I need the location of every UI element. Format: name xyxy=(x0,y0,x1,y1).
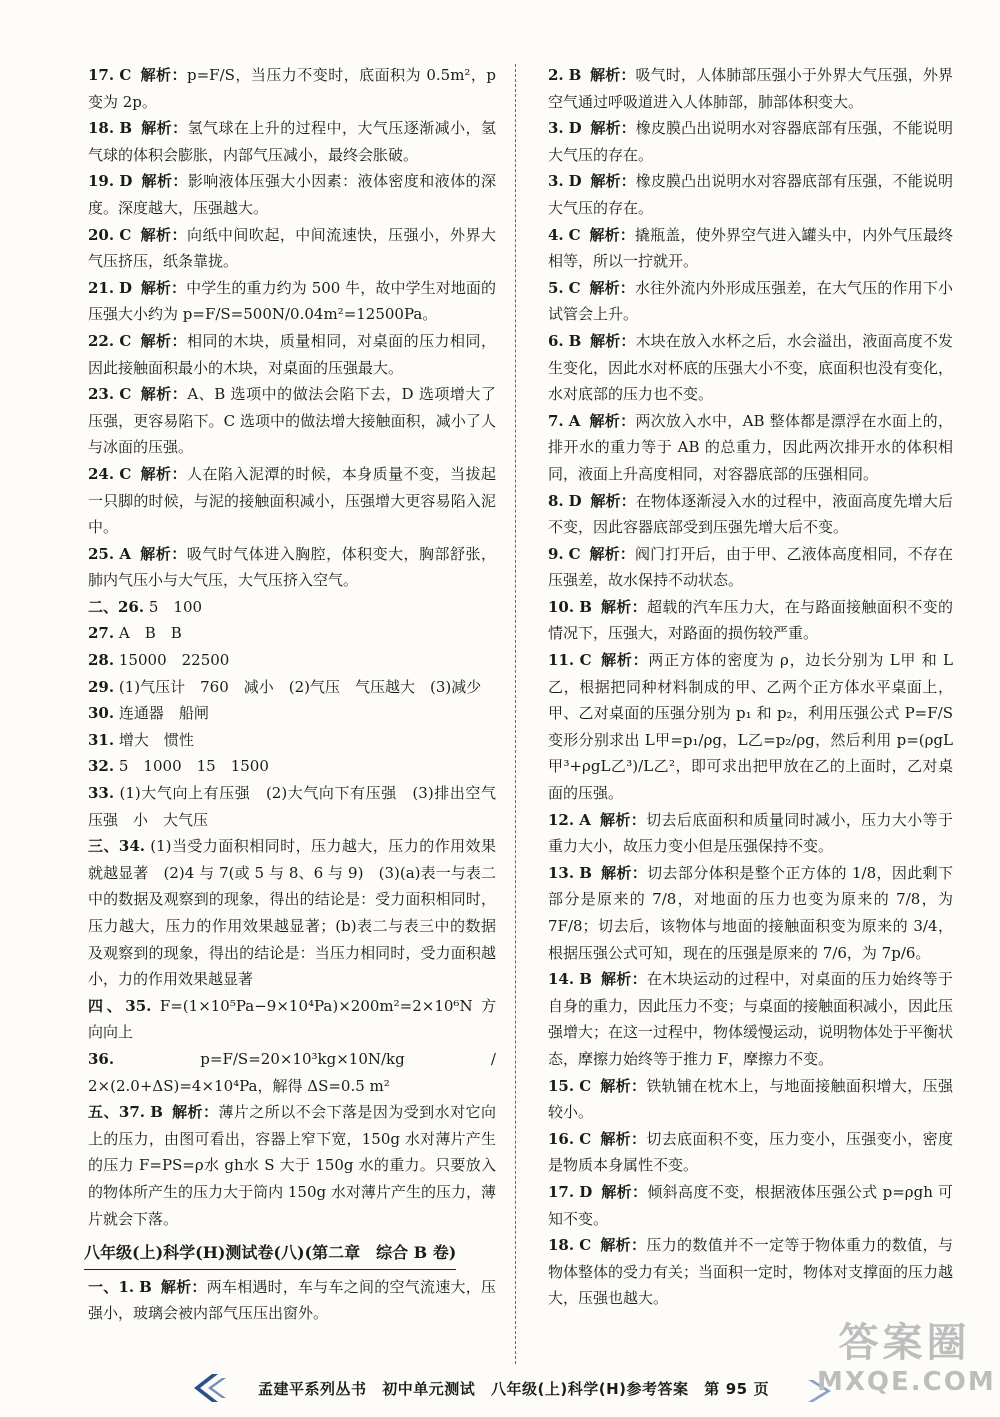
question-number: 33. xyxy=(88,784,115,803)
question-number: 三、34. xyxy=(88,837,146,856)
question-number: 4. xyxy=(548,225,564,244)
question-number: 9. xyxy=(548,544,564,563)
answer-entry xyxy=(88,62,496,115)
question-number: 24. xyxy=(88,464,115,483)
answer-entry xyxy=(88,753,496,780)
answer-entry xyxy=(548,328,953,408)
answer-choice: D xyxy=(579,1182,593,1201)
answer-choice: C xyxy=(568,278,581,297)
analysis-label: 解析： xyxy=(140,385,188,404)
answer-choice: B xyxy=(150,1103,163,1122)
question-number: 20. xyxy=(88,225,115,244)
question-number: 7. xyxy=(548,411,564,430)
question-number: 一、1. xyxy=(88,1277,135,1296)
answer-entry xyxy=(88,381,496,461)
answer-entry xyxy=(88,833,496,993)
section-title: 八年级(上)科学(H)测试卷(八)(第二章 综合 B 卷) xyxy=(84,1240,456,1270)
question-number: 15. xyxy=(548,1076,575,1095)
question-number: 16. xyxy=(548,1129,575,1148)
answer-entry xyxy=(88,647,496,674)
answer-entry xyxy=(88,594,496,621)
analysis-label: 解析： xyxy=(141,119,188,138)
answer-choice: C xyxy=(119,464,132,483)
answer-text: (1)大气向上有压强 (2)大气向下有压强 (3)排出空气 压强 小 大气压 xyxy=(88,784,512,829)
answer-entry xyxy=(548,541,953,594)
answer-entry xyxy=(88,1274,496,1327)
answer-text: 氢气球在上升的过程中，大气压逐渐减小，氢气球的体积会膨胀，内部气压减小，最终会胀破。 xyxy=(88,119,496,164)
answer-text: 阀门打开后，由于甲、乙液体高度相同，不存在压强差，故水保持不动状态。 xyxy=(548,544,953,590)
answer-choice: C xyxy=(579,1236,592,1255)
answer-text: A B B xyxy=(118,624,182,643)
answer-text: 人在陷入泥潭的时候，本身质量不变，当拔起一只脚的时候，与泥的接触面积减小，压强增大更容易陷入泥中。 xyxy=(88,464,496,537)
analysis-label: 解析： xyxy=(600,970,647,989)
footer-subject: 八年级(上)科学(H)参考答案 xyxy=(491,1380,689,1398)
answer-choice: A xyxy=(568,411,581,430)
analysis-label: 解析： xyxy=(590,491,636,510)
answer-choice: B xyxy=(579,597,592,616)
answer-choice: C xyxy=(579,651,592,670)
answer-choice: D xyxy=(568,491,582,510)
answer-choice: D xyxy=(568,119,582,138)
answer-text: (1)当受力面积相同时，压力越大，压力的作用效果就越显著 (2)4 与 7(或 5 与 8、6 与 9) (3)(a)表一与表二中的数据及观察到的现象，得出的结论是：受力面积相同时，压力越大，压力的作用效果越显著；(b)表二与表三中的数据及观察到的现象，得出的结论是：当压力相同时，受力面积越小，力的作用效果越显著 xyxy=(88,837,497,989)
answer-entry xyxy=(88,620,496,647)
analysis-label: 解析： xyxy=(600,1076,647,1095)
answer-entry xyxy=(548,860,953,966)
analysis-label: 解析： xyxy=(140,225,187,244)
answer-entry xyxy=(548,594,953,647)
answer-text: 影响液体压强大小因素：液体密度和液体的深度。深度越大，压强越大。 xyxy=(88,172,496,217)
question-number: 11. xyxy=(548,651,575,670)
answer-text: (1)气压计 760 减小 (2)气压 气压越大 (3)减少 xyxy=(118,677,482,696)
answer-choice: B xyxy=(579,970,592,989)
question-number: 18. xyxy=(88,119,115,138)
answer-text: 切去底面积不变，压力变小，压强变小，密度是物质本身属性不变。 xyxy=(548,1129,953,1175)
question-number: 13. xyxy=(548,863,575,882)
question-number: 五、37. xyxy=(88,1103,145,1122)
answer-text: 铁轨铺在枕木上，与地面接触面积增大，压强较小。 xyxy=(548,1076,953,1122)
answer-text: 水往外流内外形成压强差，在大气压的作用下小试管会上升。 xyxy=(548,278,953,324)
right-column xyxy=(548,62,953,1312)
answer-text: 吸气时气体进入胸腔，体积变大，胸部舒张，肺内气压小与大气压，大气压挤入空气。 xyxy=(88,544,496,590)
answer-entry xyxy=(88,222,496,275)
question-number: 10. xyxy=(548,597,575,616)
answer-choice: A xyxy=(579,810,591,829)
answer-entry xyxy=(548,408,953,488)
answer-entry xyxy=(548,62,953,115)
question-number: 8. xyxy=(548,491,564,510)
question-number: 12. xyxy=(548,810,575,829)
analysis-label: 解析： xyxy=(141,172,188,191)
answer-entry xyxy=(88,168,496,221)
answer-entry xyxy=(548,168,953,221)
question-number: 30. xyxy=(88,704,115,723)
analysis-label: 解析： xyxy=(140,278,187,297)
answer-entry xyxy=(548,1126,953,1179)
question-number: 19. xyxy=(88,172,115,191)
answer-text: 橡皮膜凸出说明水对容器底部有压强，不能说明大气压的存在。 xyxy=(548,119,953,164)
question-number: 22. xyxy=(88,331,115,350)
analysis-label: 解析： xyxy=(589,544,635,563)
answer-choice: B xyxy=(139,1277,152,1296)
answer-choice: D xyxy=(568,172,582,191)
analysis-label: 解析： xyxy=(600,597,647,616)
answer-text: 切去后底面积和质量同时减小，压力大小等于重力大小，故压力变小但是压强保持不变。 xyxy=(548,810,953,856)
answer-choice: C xyxy=(579,1129,592,1148)
answer-text: 超载的汽车压力大，在与路面接触面积不变的情况下，压强大，对路面的损伤较严重。 xyxy=(548,597,953,643)
question-number: 29. xyxy=(88,677,115,696)
answer-text: 两正方体的密度为 ρ，边长分别为 L甲 和 L乙，根据把同种材料制成的甲、乙两个正方体水平桌面上，甲、乙对桌面的压强分别为 p₁ 和 p₂，利用压强公式 P=F/S 变形分别求出 L甲=p₁/ρg，L乙=p₂/ρg，然后利用 p=(ρgL甲³+ρgL乙³)/L乙²，即可求出把甲放在乙的上面时，乙对桌面的压强。 xyxy=(548,651,953,803)
question-number: 31. xyxy=(88,730,115,749)
analysis-label: 解析： xyxy=(589,411,636,430)
answer-text: 切去部分体积是整个正方体的 1/8，因此剩下部分是原来的 7/8，对地面的压力也变为原来的 7/8，为 7F/8；切去后，该物体与地面的接触面积变为原来的 3/4，根据压强公式可知，现在的压强是原来的 7/6，为 7p/6。 xyxy=(548,863,953,962)
question-number: 23. xyxy=(88,385,115,404)
answer-text: 压力的数值并不一定等于物体重力的数值，与物体整体的受力有关；当面积一定时，物体对支撑面的压力越大，压强也越大。 xyxy=(548,1236,954,1308)
question-number: 28. xyxy=(88,651,115,670)
answer-entry xyxy=(88,541,496,594)
question-number: 18. xyxy=(548,1236,575,1255)
answer-entry xyxy=(548,807,953,860)
question-number: 2. xyxy=(548,66,564,84)
answer-text: 倾斜高度不变，根据液体压强公式 p=ρgh 可知不变。 xyxy=(548,1182,953,1228)
question-number: 二、26. xyxy=(88,597,145,616)
answer-text: 连通器 船闸 xyxy=(118,704,209,723)
footer-text xyxy=(258,1378,779,1399)
analysis-label: 解析： xyxy=(140,464,187,483)
answer-choice: C xyxy=(579,1076,592,1095)
analysis-label: 解析： xyxy=(589,278,635,297)
answer-choice: C xyxy=(119,225,132,244)
watermark-top: 答案圈 xyxy=(838,1320,971,1366)
answer-entry xyxy=(88,115,496,168)
answer-text: 相同的木块，质量相同，对桌面的压力相同，因此接触面积最小的木块，对桌面的压强最大。 xyxy=(88,331,496,377)
answer-entry xyxy=(88,328,496,381)
analysis-label: 解析： xyxy=(601,651,649,670)
analysis-label: 解析： xyxy=(590,66,636,84)
answer-entry xyxy=(548,1232,953,1312)
answer-text: F=(1×10⁵Pa−9×10⁴Pa)×200m²=2×10⁶N 方向向上 xyxy=(88,996,496,1042)
answer-text: 吸气时，人体肺部压强小于外界大气压强，外界空气通过呼吸道进入人体肺部，肺部体积变大。 xyxy=(548,66,953,111)
page-number: 95 xyxy=(725,1380,748,1398)
answer-text: 木块在放入水杯之后，水会溢出，液面高度不发生变化，因此水对杯底的压强大小不变，底面积也没有变化，水对底部的压力也不变。 xyxy=(548,331,954,404)
footer-series: 孟建平系列丛书 xyxy=(258,1380,367,1398)
question-number: 四、35. xyxy=(88,996,152,1015)
answer-text: 撬瓶盖，使外界空气进入罐头中，内外气压最终相等，所以一拧就开。 xyxy=(548,225,953,271)
answer-text: A、B 选项中的做法会陷下去，D 选项增大了压强，更容易陷下。C 选项中的做法增大接触面积，减小了人与冰面的压强。 xyxy=(88,385,496,457)
answer-text: 向纸中间吹起，中间流速快，压强小，外界大气压挤压，纸条靠拢。 xyxy=(88,225,496,271)
answer-text: 5 1000 15 1500 xyxy=(118,757,269,776)
answer-text: 薄片之所以不会下落是因为受到水对它向上的压力，由图可看出，容器上窄下宽，150g 水对薄片产生的压力 F=PS=ρ水 gh水 S 大于 150g 水的重力。只要放入的物体所产生的压力大于筒内 150g 水对薄片产生的压力，薄片就会下落。 xyxy=(88,1103,496,1228)
answer-text: 中学生的重力约为 500 牛，故中学生对地面的压强大小约为 p=F/S=500N/0.04m²=12500Pa。 xyxy=(88,278,496,324)
analysis-label: 解析： xyxy=(600,1129,647,1148)
analysis-label: 解析： xyxy=(601,1182,648,1201)
answer-choice: D xyxy=(118,278,132,297)
answer-choice: C xyxy=(119,66,132,84)
analysis-label: 解析： xyxy=(140,66,187,84)
answer-text: 15000 22500 xyxy=(118,651,230,670)
answer-text: 在物体逐渐浸入水的过程中，液面高度先增大后不变，因此容器底部受到压强先增大后不变。 xyxy=(548,491,953,537)
footer-page-suffix: 页 xyxy=(753,1380,770,1398)
answer-entry xyxy=(88,993,496,1046)
answer-entry xyxy=(88,275,496,328)
chevron-left-icon xyxy=(190,1372,230,1404)
question-number: 3. xyxy=(548,119,564,138)
footer-book: 初中单元测试 xyxy=(382,1380,476,1398)
analysis-label: 解析： xyxy=(590,119,636,138)
answer-entry xyxy=(548,488,953,541)
answer-entry xyxy=(548,275,953,328)
watermark-logo xyxy=(817,1319,996,1409)
answer-choice: B xyxy=(579,863,592,882)
answer-choice: B xyxy=(568,331,582,350)
question-number: 17. xyxy=(88,66,115,84)
analysis-label: 解析： xyxy=(589,225,635,244)
answer-choice: C xyxy=(568,225,581,244)
question-number: 3. xyxy=(548,172,564,191)
answer-entry xyxy=(88,1046,496,1099)
footer-page-prefix: 第 xyxy=(704,1380,720,1398)
analysis-label: 解析： xyxy=(600,810,647,829)
answer-entry xyxy=(88,461,496,541)
answer-entry xyxy=(548,966,953,1072)
left-column xyxy=(84,62,512,1327)
answer-choice: C xyxy=(568,544,581,563)
analysis-label: 解析： xyxy=(140,331,187,350)
question-number: 25. xyxy=(88,544,115,563)
answer-text: 两车相遇时，车与车之间的空气流速大，压强小，玻璃会被内部气压压出窗外。 xyxy=(88,1277,496,1323)
answer-text: 橡皮膜凸出说明水对容器底部有压强，不能说明大气压的存在。 xyxy=(548,172,953,217)
answer-entry xyxy=(548,115,953,168)
question-number: 27. xyxy=(88,624,115,643)
question-number: 14. xyxy=(548,970,575,989)
analysis-label: 解析： xyxy=(590,172,636,191)
answer-choice: B xyxy=(119,119,133,138)
answer-entry xyxy=(548,1179,953,1232)
answer-entry xyxy=(548,1073,953,1126)
analysis-label: 解析： xyxy=(601,863,648,882)
question-number: 5. xyxy=(548,278,564,297)
question-number: 32. xyxy=(88,757,115,776)
analysis-label: 解析： xyxy=(600,1236,647,1255)
answer-choice: A xyxy=(119,544,132,563)
answer-text: 增大 惯性 xyxy=(118,730,194,749)
analysis-label: 解析： xyxy=(140,544,187,563)
answer-text: 在木块运动的过程中，对桌面的压力始终等于自身的重力，因此压力不变；与桌面的接触面积减小，因此压强增大；在这一过程中，物体缓慢运动，说明物体处于平衡状态，摩擦力始终等于推力 F，摩擦力不变。 xyxy=(548,970,954,1068)
answer-choice: D xyxy=(119,172,133,191)
answer-choice: C xyxy=(119,385,132,404)
analysis-label: 解析： xyxy=(160,1277,207,1296)
answer-choice: C xyxy=(119,331,132,350)
answer-entry xyxy=(88,1099,496,1232)
answer-entry xyxy=(548,647,953,807)
answer-text: p=F/S=20×10³kg×10N/kg / 2×(2.0+ΔS)=4×10⁴Pa，解得 ΔS=0.5 m² xyxy=(88,1049,496,1095)
question-number: 17. xyxy=(548,1182,575,1201)
column-divider xyxy=(515,64,516,1364)
answer-entry xyxy=(88,727,496,754)
answer-entry xyxy=(88,700,496,727)
question-number: 36. xyxy=(88,1049,115,1068)
answer-entry xyxy=(548,222,953,275)
answer-text: p=F/S，当压力不变时，底面积为 0.5m²，p 变为 2p。 xyxy=(88,66,496,111)
answer-text: 两次放入水中，AB 整体都是漂浮在水面上的，排开水的重力等于 AB 的总重力，因此两次排开水的体积相同，液面上升高度相同，对容器底部的压强相同。 xyxy=(548,411,953,483)
answer-text: 5 100 xyxy=(148,597,203,616)
analysis-label: 解析： xyxy=(590,331,636,350)
question-number: 6. xyxy=(548,331,564,350)
watermark-bottom: MXQE.COM xyxy=(817,1367,996,1397)
answer-entry xyxy=(88,674,496,701)
answer-choice: B xyxy=(568,66,582,84)
answer-entry xyxy=(88,780,512,833)
analysis-label: 解析： xyxy=(172,1103,219,1122)
question-number: 21. xyxy=(88,278,115,297)
